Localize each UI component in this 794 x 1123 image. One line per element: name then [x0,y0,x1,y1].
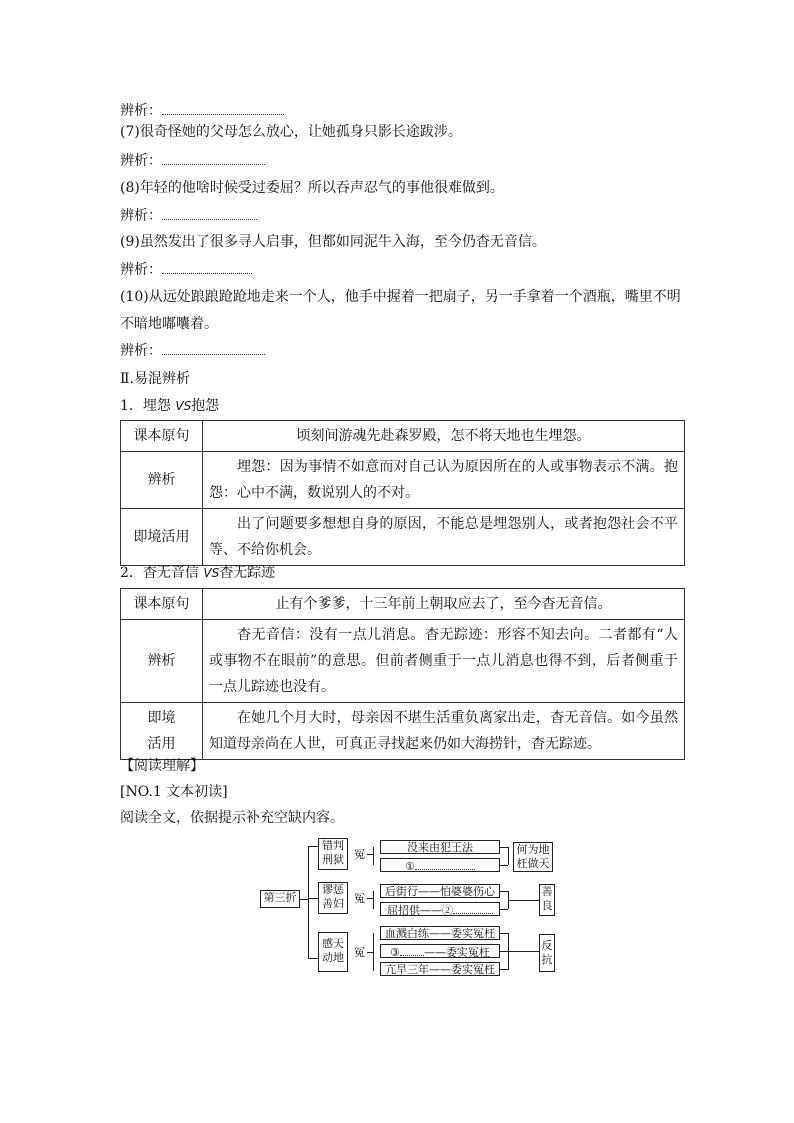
sentence-10-line2: 不暗地嘟囔着。 [120,316,218,332]
analysis-label: 辨析： [120,343,162,359]
table-row [121,620,685,703]
sentence-10-line1: (10)从远处踉踉跄跄地走来一个人，他手中握着一把扇子，另一手拿着一个酒瓶，嘴里不明 [120,289,681,305]
g1-item2: ① [380,858,500,872]
analysis-line-9 [120,260,252,280]
row-text: 在她几个月大时，母亲因不堪生活重负离家出走，杳无音信。如今虽然知道母亲尚在人世，可真正寻找起来仍如大海捞针，杳无踪迹。 [203,703,685,760]
root-node: 第三折 [260,890,300,908]
analysis-line-7 [120,151,265,171]
pair2-heading: 2．杳无音信 VS杳无踪迹 [120,565,276,581]
g3-item1: 血溅白练——委实冤枉 [380,926,500,940]
table-row [121,421,685,452]
answer-blank[interactable] [162,101,284,115]
no1-heading: [NO.1 文本初读] [120,784,228,800]
answer-blank[interactable] [400,945,424,956]
analysis-label: 辨析： [120,208,162,224]
analysis-line-6 [120,101,284,121]
row-text: 止有个爹爹，十三年前上朝取应去了，至今杳无音信。 [203,589,685,620]
answer-blank[interactable] [162,206,257,220]
g3-result: 反 抗 [539,934,555,972]
row-label: 课本原句 [121,589,203,620]
yuan-label: 冤 [354,946,365,959]
g3-item2: ③ ——委实冤枉 [380,944,500,958]
sentence-9: (9)虽然发出了很多寻人启事，但都如同泥牛入海，至今仍杳无音信。 [120,234,546,250]
yuan-label: 冤 [354,848,365,861]
g1-result: 何为地 枉做天 [513,842,553,872]
row-label: 课本原句 [121,421,203,452]
section2-heading: Ⅱ.易混辨析 [120,371,190,387]
answer-blank[interactable] [162,341,265,355]
row-text: 埋怨：因为事情不如意而对自己认为原因所在的人或事物表示不满。抱怨：心中不满，数说别人的不对。 [203,452,685,509]
yuan-label: 冤 [354,892,365,905]
answer-blank[interactable] [453,903,493,914]
pair1-heading: 1．埋怨 VS抱怨 [120,398,220,414]
g2-result: 善 良 [539,884,555,916]
table-row [121,452,685,509]
analysis-label: 辨析： [120,103,162,119]
row-label: 即境 活用 [121,703,203,760]
analysis-label: 辨析： [120,262,162,278]
row-label: 辨析 [121,452,203,509]
g2-item2: 屈招供——② [380,902,500,916]
answer-blank[interactable] [415,859,475,870]
g2-item1: 后街行——怕婆婆伤心 [380,884,500,898]
row-label: 即境活用 [121,509,203,566]
g3-item3: 亢旱三年——委实冤枉 [380,962,500,976]
row-text: 顷刻间游魂先赴森罗殿，怎不将天地也生埋怨。 [203,421,685,452]
g1-item1: 没来由犯王法 [380,840,500,854]
group3-label: 感天 动地 [318,932,348,972]
instruction-text: 阅读全文，依据提示补充空缺内容。 [120,810,344,826]
group2-label: 谬惩 善妇 [318,882,348,914]
table-row [121,589,685,620]
row-text: 出了问题要多想想自身的原因，不能总是埋怨别人，或者抱怨社会不平等、不给你机会。 [203,509,685,566]
table-row [121,703,685,760]
pair2-table [120,588,685,760]
sentence-8: (8)年轻的他啥时候受过委屈？所以吞声忍气的事他很难做到。 [120,180,504,196]
sentence-7: (7)很奇怪她的父母怎么放心，让她孤身只影长途跋涉。 [120,124,462,140]
reading-heading: 【阅读理解】 [120,758,204,774]
pair1-table [120,420,685,566]
row-label: 辨析 [121,620,203,703]
answer-blank[interactable] [162,260,252,274]
group1-label: 错判 刑狱 [318,838,348,870]
table-row [121,509,685,566]
analysis-line-8 [120,206,257,226]
answer-blank[interactable] [162,151,265,165]
analysis-label: 辨析： [120,153,162,169]
analysis-line-10 [120,341,265,361]
plot-diagram [255,838,565,983]
row-text: 杳无音信：没有一点儿消息。杳无踪迹：形容不知去向。二者都有“人或事物不在眼前”的意思。但前者侧重于一点儿消息也得不到，后者侧重于一点儿踪迹也没有。 [203,620,685,703]
